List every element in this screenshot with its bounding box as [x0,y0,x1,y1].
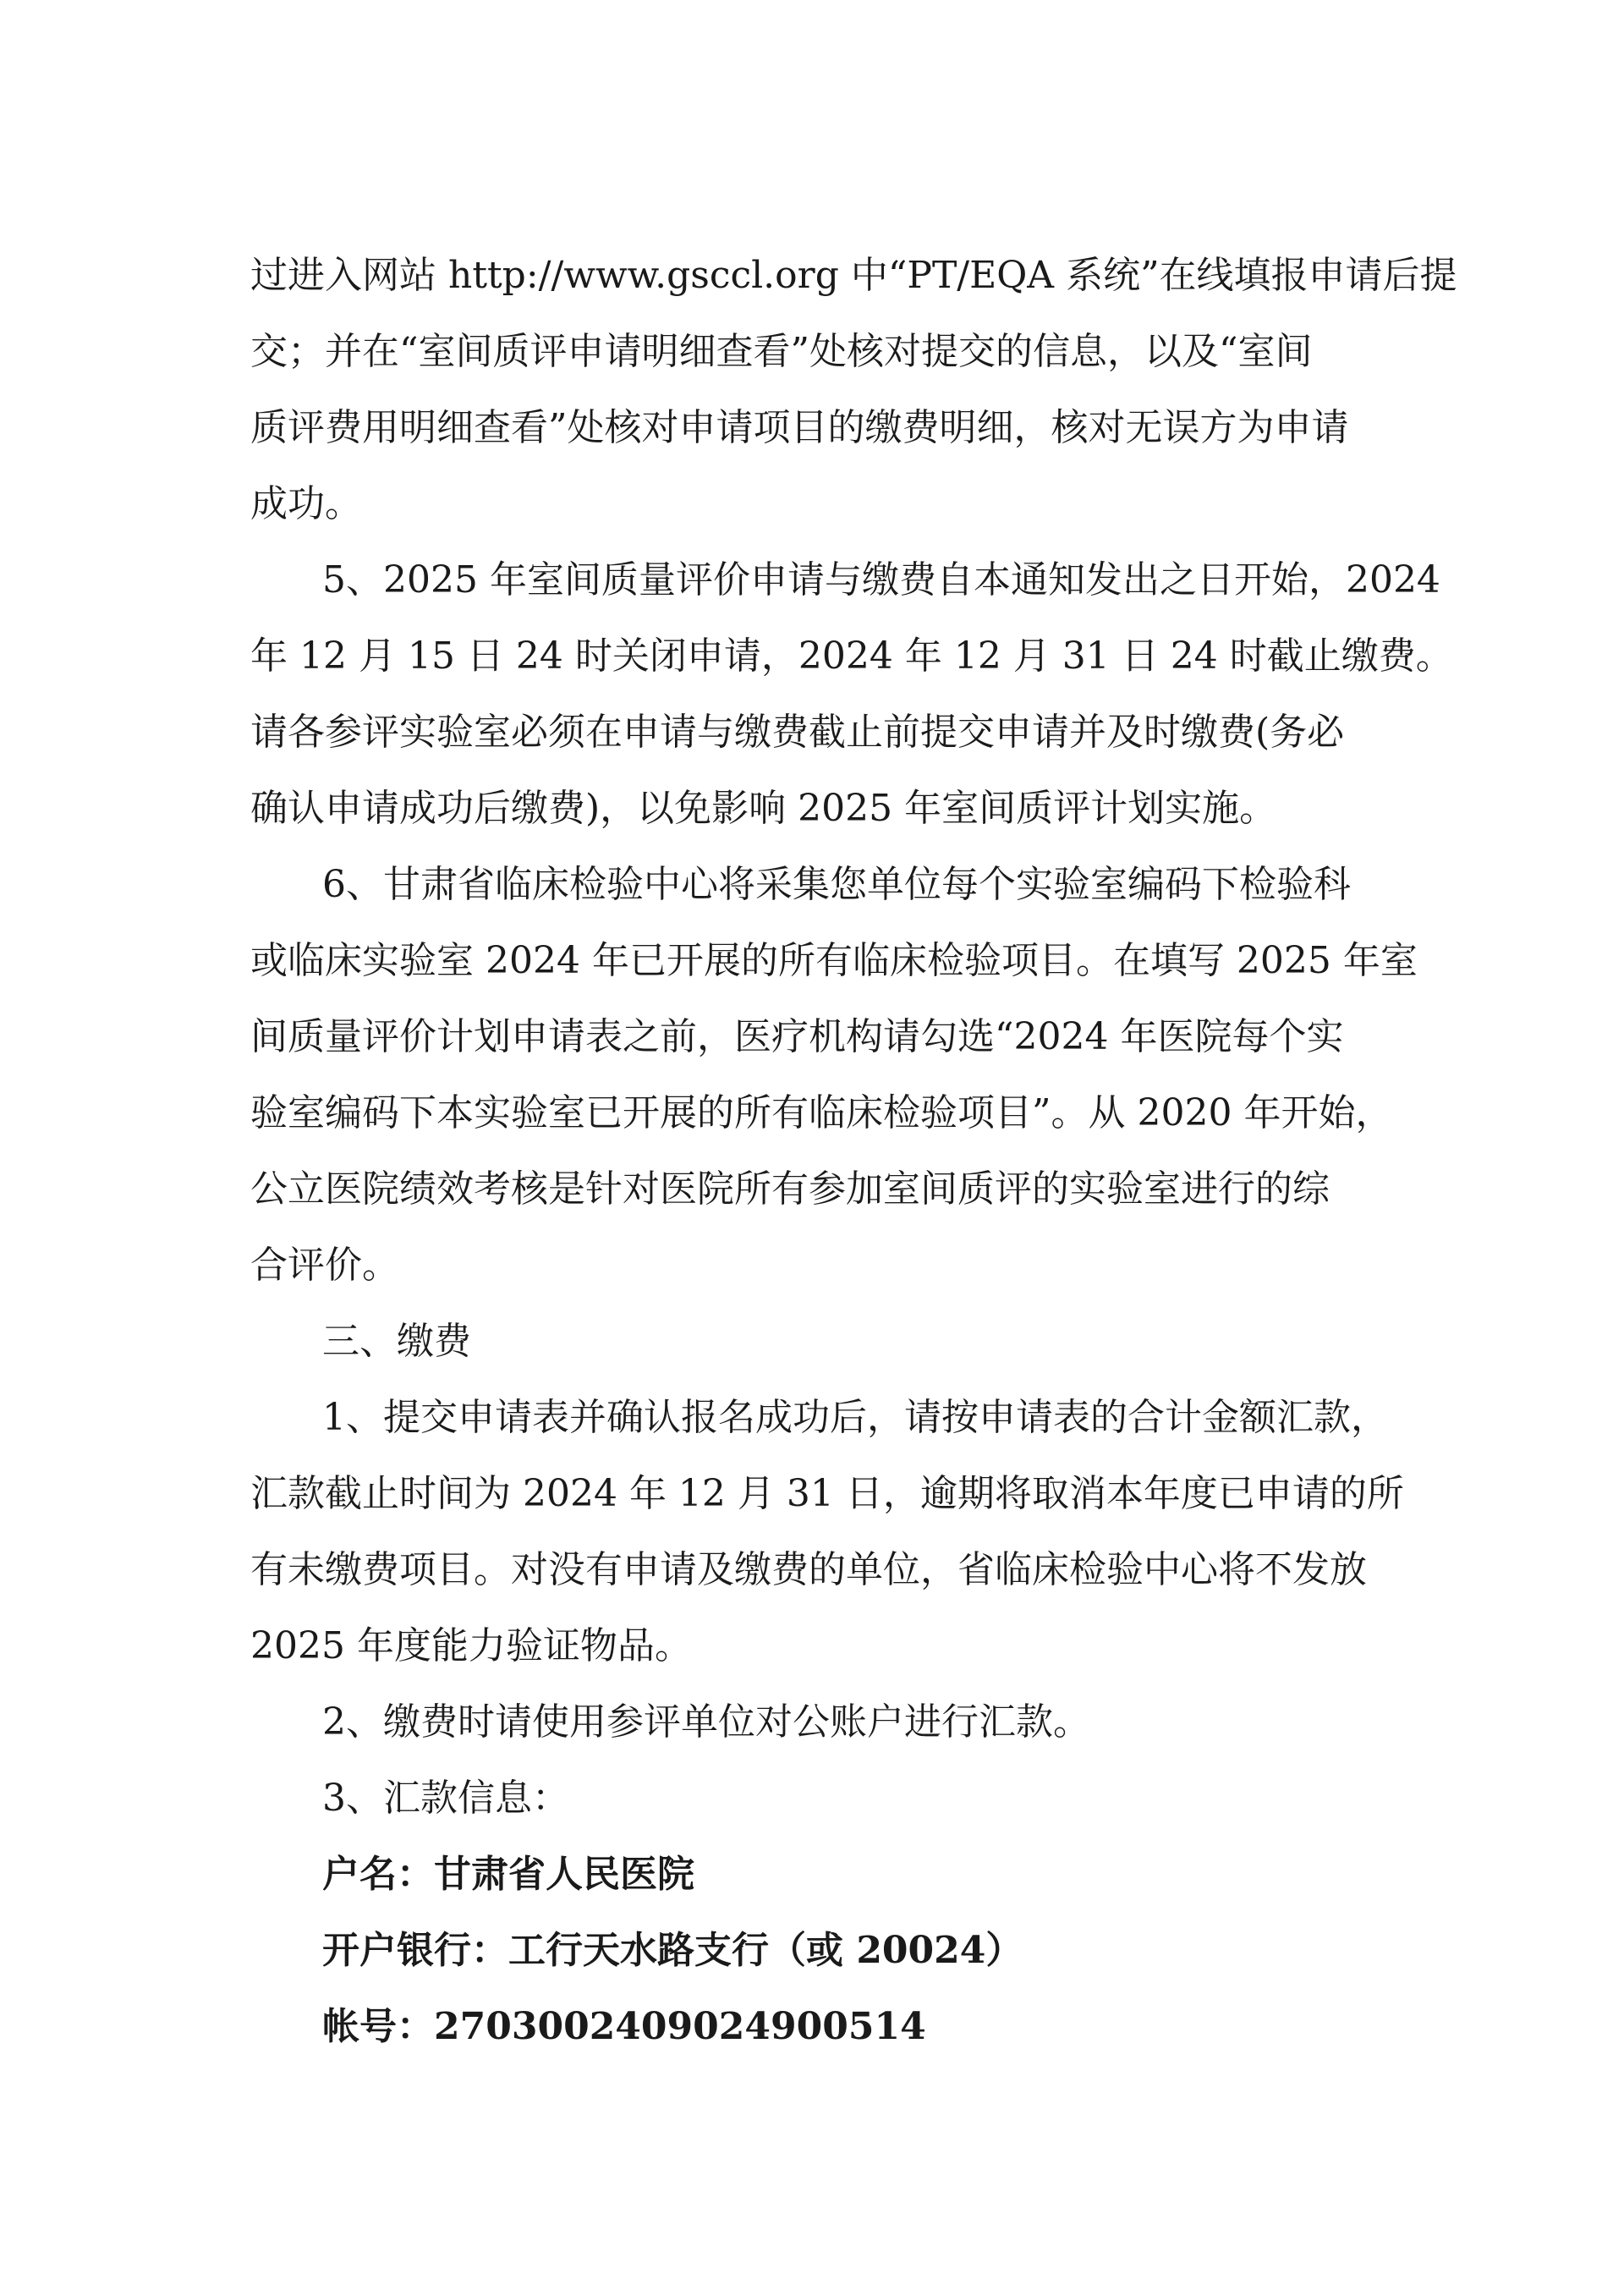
paragraph-4-line-1: 过进入网站 http://www.gsccl.org 中“PT/EQA 系统”在线填报申请后提 [250,254,1457,297]
paragraph-6-line-3: 间质量评价计划申请表之前，医疗机构请勾选“2024 年医院每个实 [250,1015,1344,1058]
section-3-paragraph-1-line-2: 汇款截止时间为 2024 年 12 月 31 日，逾期将取消本年度已申请的所 [250,1472,1404,1515]
paragraph-6-line-1: 6、甘肃省临床检验中心将采集您单位每个实验室编码下检验科 [322,863,1351,906]
paragraph-5-line-4: 确认申请成功后缴费)，以免影响 2025 年室间质评计划实施。 [250,787,1277,830]
paragraph-5-line-2: 年 12 月 15 日 24 时关闭申请，2024 年 12 月 31 日 24 时截止缴费。 [250,634,1453,678]
paragraph-6-line-6: 合评价。 [250,1244,399,1287]
account-name: 户名：甘肃省人民医院 [322,1853,694,1896]
section-3-paragraph-1-line-1: 1、提交申请表并确认报名成功后，请按申请表的合计金额汇款， [322,1396,1388,1439]
section-3-heading: 三、缴费 [322,1320,471,1363]
paragraph-6-line-5: 公立医院绩效考核是针对医院所有参加室间质评的实验室进行的综 [250,1167,1330,1211]
section-3-paragraph-2: 2、缴费时请使用参评单位对公账户进行汇款。 [322,1700,1090,1744]
paragraph-6-line-2: 或临床实验室 2024 年已开展的所有临床检验项目。在填写 2025 年室 [250,939,1418,982]
bank-name: 开户银行：工行天水路支行（或 20024） [322,1929,1023,1972]
section-3-paragraph-1-line-4: 2025 年度能力验证物品。 [250,1624,692,1667]
paragraph-4-line-3: 质评费用明细查看”处核对申请项目的缴费明细，核对无误方为申请 [250,406,1349,449]
paragraph-5-line-3: 请各参评实验室必须在申请与缴费截止前提交申请并及时缴费(务必 [250,711,1345,754]
paragraph-4-line-4: 成功。 [250,482,362,525]
paragraph-5-line-1: 5、2025 年室间质量评价申请与缴费自本通知发出之日开始，2024 [322,558,1440,601]
section-3-paragraph-1-line-3: 有未缴费项目。对没有申请及缴费的单位，省临床检验中心将不发放 [250,1548,1367,1591]
section-3-paragraph-3: 3、汇款信息： [322,1777,569,1820]
paragraph-4-line-2: 交；并在“室间质评申请明细查看”处核对提交的信息，以及“室间 [250,330,1313,373]
paragraph-6-line-4: 验室编码下本实验室已开展的所有临床检验项目”。从 2020 年开始， [250,1091,1393,1134]
account-number: 帐号：2703002409024900514 [322,2005,926,2048]
